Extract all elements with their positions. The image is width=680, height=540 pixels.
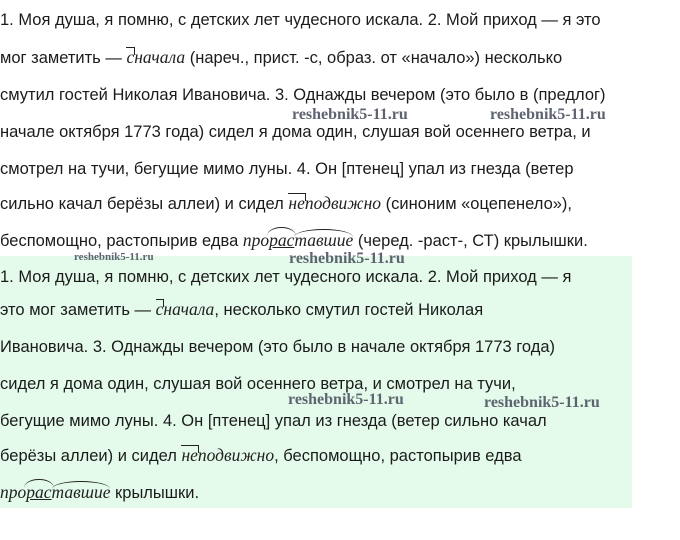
text-line-3: смутил гостей Николая Ивановича. 3. Однажды вечером (это было в (предлог) xyxy=(0,86,606,104)
word-snachala: сначала xyxy=(155,299,215,319)
text-line-7: беспомощно, растопырив едва прораставшие (черед. -раст-, СТ) крылышки. xyxy=(0,230,588,250)
answer-text-block xyxy=(0,256,632,508)
answer-line-6: берёзы аллеи) и сидел неподвижно, беспомощно, растопырив едва xyxy=(0,445,522,465)
word-prorastavshie: прораставшие xyxy=(0,482,111,502)
text-line-6: сильно качал берёзы аллеи) и сидел неподвижно (синоним «оцепенело»), xyxy=(0,193,573,213)
word-nepodvizhno: неподвижно xyxy=(181,445,275,465)
word-snachala: сначала xyxy=(126,47,186,67)
text-line-4: начале октября 1773 года) сидел я дома один, слушая вой осеннего ветра, и xyxy=(0,123,591,141)
watermark: reshebnik5-11.ru xyxy=(292,106,408,123)
word-prorastavshie: прораставшие xyxy=(242,230,354,250)
watermark: reshebnik5-11.ru xyxy=(490,106,606,123)
answer-line-1: 1. Моя душа, я помню, с детских лет чудесного искала. 2. Мой приход — я xyxy=(0,268,572,286)
word-nepodvizhno: неподвижно xyxy=(288,193,382,213)
answer-line-2: это мог заметить — сначала, несколько смутил гостей Николая xyxy=(0,299,484,319)
text-line-2: мог заметить — сначала (нареч., прист. -с, образ. от «начало») несколько xyxy=(0,47,563,67)
watermark: reshebnik5-11.ru xyxy=(289,250,405,267)
answer-line-4: сидел я дома один, слушая вой осеннего ветра, и смотрел на тучи, xyxy=(0,375,516,393)
watermark: reshebnik5-11.ru xyxy=(484,394,600,411)
text-line-1: 1. Моя душа, я помню, с детских лет чудесного искала. 2. Мой приход — я это xyxy=(0,11,601,29)
answer-line-7: прораставшие крылышки. xyxy=(0,482,200,502)
watermark: reshebnik5-11.ru xyxy=(74,251,154,263)
answer-line-5: бегущие мимо луны. 4. Он [птенец] упал из гнезда (ветер сильно качал xyxy=(0,412,547,430)
watermark: reshebnik5-11.ru xyxy=(288,391,404,408)
text-line-5: смотрел на тучи, бегущие мимо луны. 4. Он [птенец] упал из гнезда (ветер xyxy=(0,160,574,178)
answer-line-3: Ивановича. 3. Однажды вечером (это было в начале октября 1773 года) xyxy=(0,338,556,356)
